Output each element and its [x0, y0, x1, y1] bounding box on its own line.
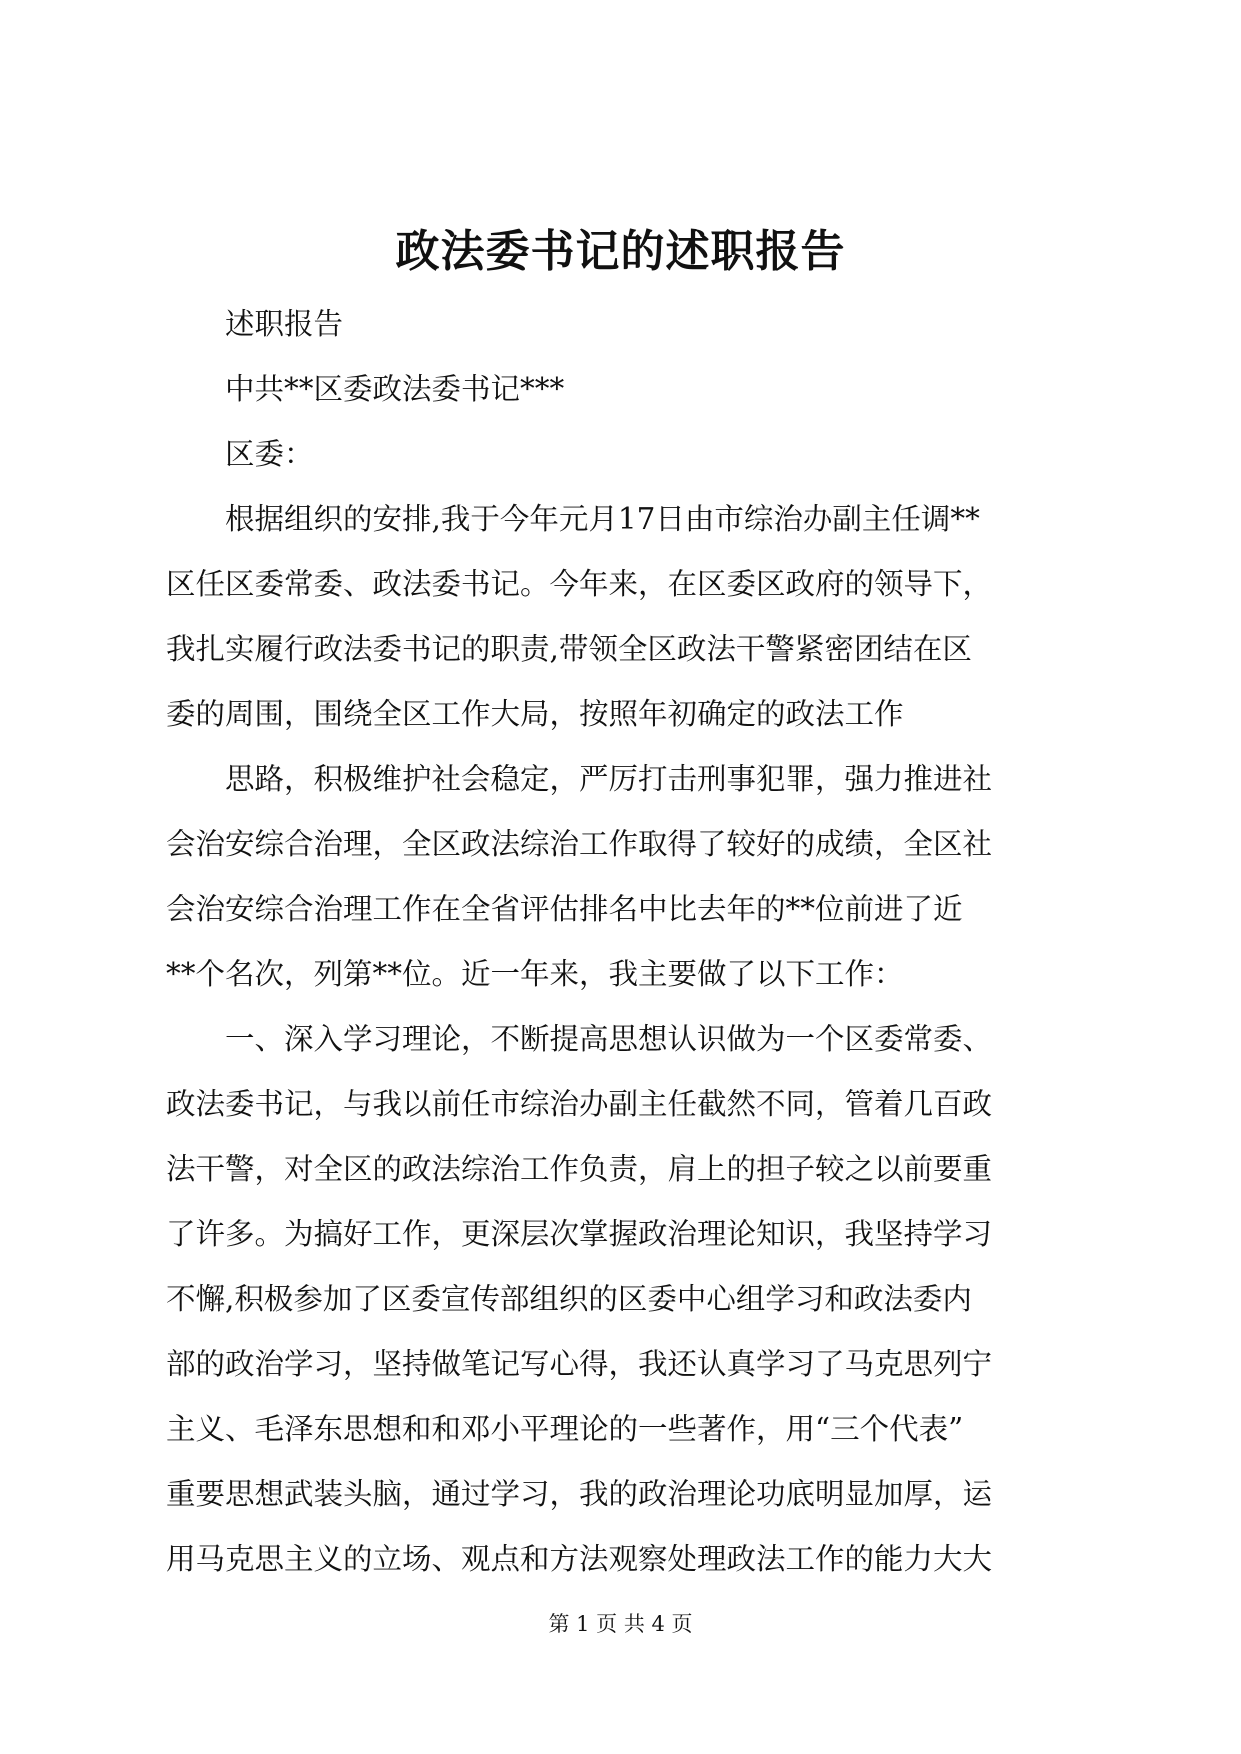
text-line: 主义、毛泽东思想和和邓小平理论的一些著作，用“三个代表”	[166, 1412, 964, 1446]
text-line: 区委：	[225, 437, 314, 471]
text-line: 我扎实履行政法委书记的职责,带领全区政法干警紧密团结在区	[166, 632, 972, 666]
page-number: 第 1 页 共 4 页	[548, 1612, 693, 1636]
text-line: 述职报告	[225, 307, 344, 341]
text-line: 一、深入学习理论，不断提高思想认识做为一个区委常委、	[225, 1022, 993, 1056]
text-line: 根据组织的安排,我于今年元月17日由市综治办副主任调**	[225, 502, 980, 536]
text-line: 用马克思主义的立场、观点和方法观察处理政法工作的能力大大	[166, 1542, 993, 1576]
document-title: 政法委书记的述职报告	[395, 226, 846, 277]
text-line: 法干警，对全区的政法综治工作负责，肩上的担子较之以前要重	[166, 1152, 993, 1186]
text-line: 会治安综合治理，全区政法综治工作取得了较好的成绩，全区社	[166, 827, 993, 861]
text-line: 了许多。为搞好工作，更深层次掌握政治理论知识，我坚持学习	[166, 1217, 993, 1251]
text-line: 委的周围，围绕全区工作大局，按照年初确定的政法工作	[166, 697, 904, 731]
text-line: 中共**区委政法委书记***	[225, 372, 565, 406]
document-body	[166, 292, 1076, 1592]
text-line: **个名次，列第**位。近一年来，我主要做了以下工作：	[166, 957, 904, 991]
text-line: 重要思想武装头脑，通过学习，我的政治理论功底明显加厚，运	[166, 1477, 993, 1511]
text-line: 会治安综合治理工作在全省评估排名中比去年的**位前进了近	[166, 892, 963, 926]
text-line: 不懈,积极参加了区委宣传部组织的区委中心组学习和政法委内	[166, 1282, 972, 1316]
text-line: 政法委书记，与我以前任市综治办副主任截然不同，管着几百政	[166, 1087, 993, 1121]
text-line: 区任区委常委、政法委书记。今年来，在区委区政府的领导下，	[166, 567, 993, 601]
text-line: 部的政治学习，坚持做笔记写心得，我还认真学习了马克思列宁	[166, 1347, 993, 1381]
text-line: 思路，积极维护社会稳定，严厉打击刑事犯罪，强力推进社	[225, 762, 993, 796]
